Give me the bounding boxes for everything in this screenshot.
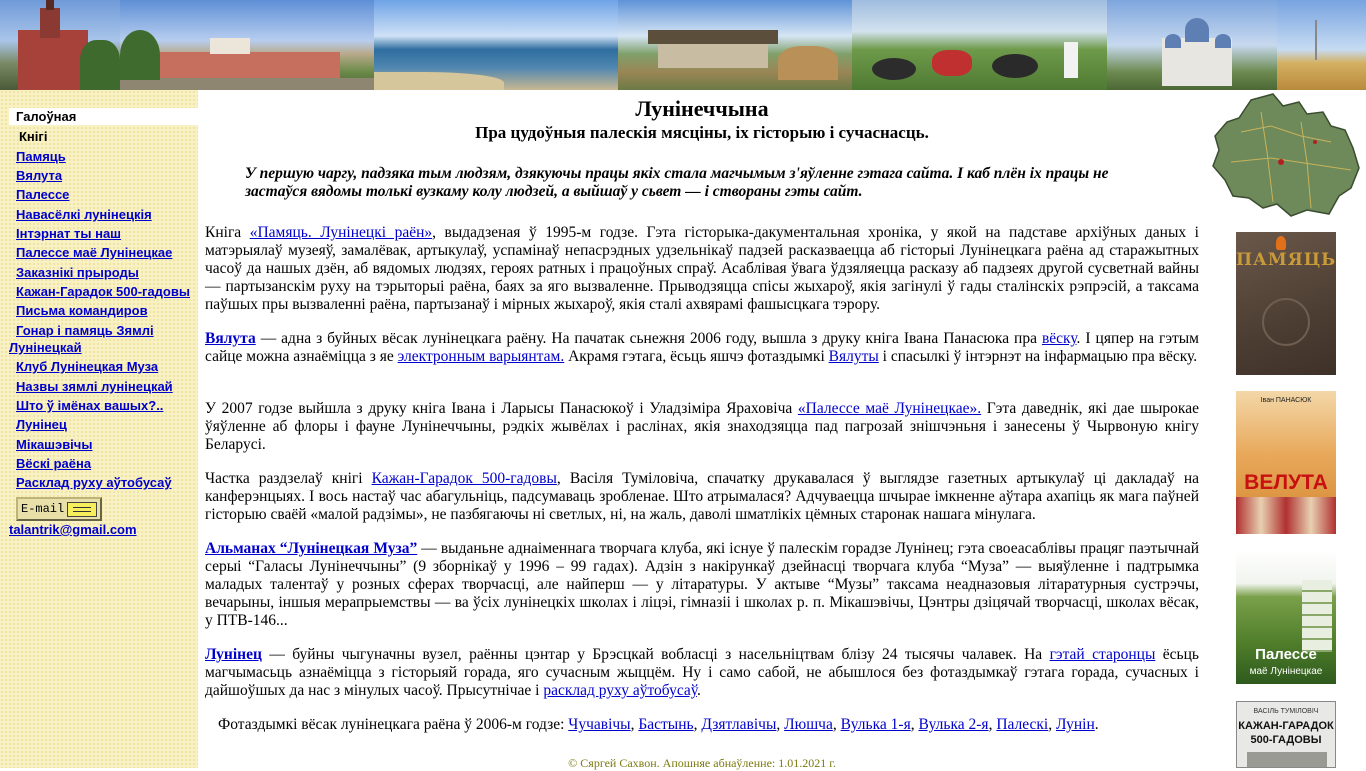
footer-copyright: © Сяргей Сахвон. Апошняе абнаўленне: 1.01.2021 г. — [568, 756, 836, 770]
text: У 2007 годзе выйшла з друку кніга Івана і Ларысы Панасюкоў і Уладзіміра Яраховіча — [205, 400, 798, 417]
email-button-label: E-mail — [21, 502, 65, 516]
page-subtitle: Пра цудоўныя палескія мясціны, іх гісторыю і сучаснасць. — [475, 123, 929, 142]
link-vialuta-photos[interactable]: Вялуты — [828, 348, 879, 365]
dedication-text: У першую чаргу, падзяка тым людзям, дзякуючы працы якіх стала магчымым з'яўленне гэтага сайта. І каб плён іх працы не застаўся вядомы толькі вузкаму колу людзей, а выйшаў у сьвет — і створаны гэты сайт. — [245, 165, 1109, 200]
email-link[interactable]: talantrik@gmail.com — [9, 522, 137, 537]
nav-item-kazhan-haradok[interactable]: Кажан-Гарадок 500-гадовы — [16, 284, 190, 299]
email-button[interactable] — [16, 497, 102, 521]
link-pamiac-book[interactable]: «Памяць. Лунінецкі раён» — [249, 224, 433, 241]
nav-item-zakazniki[interactable]: Заказнікі прыроды — [16, 265, 139, 280]
book-cover-pamiac[interactable] — [1236, 232, 1336, 375]
paragraph-palesse-mae — [205, 400, 1199, 454]
town-square-photo — [120, 0, 374, 90]
link-vioska[interactable]: вёску — [1041, 330, 1077, 347]
link-electronic-version[interactable]: электронным варыянтам. — [397, 348, 565, 365]
lake-photo — [374, 0, 618, 90]
book-photo — [1247, 752, 1327, 768]
link-this-page[interactable]: гэтай старонцы — [1049, 646, 1156, 663]
nav-item-raskład[interactable]: Расклад руху аўтобусаў — [16, 475, 172, 490]
page-title: Лунінеччына — [635, 96, 769, 121]
paragraph-pamiac — [205, 224, 1199, 314]
church-photo — [0, 0, 120, 90]
text: — буйны чыгуначны вузел, раённы цэнтар у Брэсцкай вобласці з насельніцтвам блізу 24 тысячы чалавек. На — [261, 646, 1050, 663]
nav-item-mikashevichy[interactable]: Мікашэвічы — [16, 437, 93, 452]
link-village-dziatlavichy[interactable]: Дзятлавічы — [701, 716, 777, 733]
flame-icon — [1276, 236, 1286, 250]
motoball-photo — [852, 0, 1107, 90]
text: Фотаздымкі вёсак лунінецкага раёна ў 2006-м годзе: — [218, 716, 569, 733]
book-subtitle: 500-ГАДОВЫ — [1250, 734, 1322, 746]
nav-item-vialuta[interactable]: Вялута — [16, 168, 63, 183]
text: — выданьне аднаіменнага творчага клуба, які існуе ў палескім горадзе Лунінец; гэта своеасаблівы працяг паэтычнай серыі “Галасы Лунінеччыны” (9 зборнікаў у 1996 – 99 гадах). Адзін з накірункаў дзейнасці творчага клуба “Муза” — выяўленне і падтрымка маладых талентаў у розных сферах творчасці, але найперш — у літаратуры. У актыве “Музы” таксама неадназовыя літаратурныя сустрэчы, вечарыны, іншыя мерапрыемствы — ва ўсіх лунінецкіх школах і ліцэі, гімназіі і школах р. п. Мікашэвічы, Цэнтры дзіцячай творчасці, школах вёсак, у ПТВ-146... — [205, 540, 1199, 629]
wheat-field-photo — [1277, 0, 1366, 90]
nav-item-pamiac[interactable]: Памяць — [16, 149, 66, 164]
village-church-photo — [1107, 0, 1277, 90]
link-village-liushcha[interactable]: Люшча — [784, 716, 833, 733]
sidebar — [0, 90, 198, 768]
book-title: ВЕЛУТА — [1244, 471, 1328, 494]
nav-item-navasiolki[interactable]: Навасёлкі лунінецкія — [16, 207, 152, 222]
book-title: ПАМЯЦЬ — [1236, 250, 1336, 270]
emblem-icon — [1262, 298, 1310, 346]
link-almanac-muza[interactable]: Альманах “Лунінецкая Муза” — [205, 540, 418, 557]
link-bus-schedule[interactable]: расклад руху аўтобусаў — [543, 682, 697, 699]
book-title: Палессе — [1255, 646, 1317, 663]
nav-item-palesse-mae[interactable]: Палессе маё Лунінецкае — [16, 245, 173, 260]
envelope-icon — [67, 502, 97, 517]
nav-item-imenakh[interactable]: Што ў імёнах вашых?.. — [16, 398, 164, 413]
text: ёсьць магчымасьць азнаёміцца з гісторыяй горада, яго сучасным жыццём. Ну і само сабой, не абышлося без фотаздымкаў гэтага горада, сучасных і дайшоўшых да нас з мінулых часоў. Прысутнічае і — [205, 646, 1199, 699]
nav-item-nazvy[interactable]: Назвы зямлі лунінецкай — [16, 379, 173, 394]
paragraph-luninets — [205, 646, 1199, 700]
link-village-vulka-2[interactable]: Вулька 2-я — [918, 716, 989, 733]
text: . І цяпер на гэтым сайце можна азнаёміцца з яе — [205, 330, 1199, 365]
link-village-lunin[interactable]: Лунін — [1056, 716, 1095, 733]
link-village-paleski[interactable]: Палескі — [996, 716, 1049, 733]
link-village-bastyn[interactable]: Бастынь — [638, 716, 694, 733]
book-cover-palesse-mae[interactable] — [1236, 550, 1336, 684]
book-title: КАЖАН-ГАРАДОК — [1238, 720, 1334, 732]
book-cover-vialuta[interactable] — [1236, 391, 1336, 534]
main-content — [205, 90, 1199, 768]
nav-item-luninets[interactable]: Лунінец — [16, 417, 67, 432]
nav-item-palesse[interactable]: Палессе — [16, 187, 70, 202]
paragraph-almanac — [205, 540, 1199, 630]
link-village-chuchavichy[interactable]: Чучавічы — [568, 716, 631, 733]
text: Гэта даведнік, які дае шырокае ўяўленне аб флоры і фауне Лунінеччыны, рэдкіх жывёлах і раслінах, якія знаходзяцца пад пагрозай знішчэньня і занесены ў Чырвоную кнігу Беларусі. — [205, 400, 1199, 453]
text: Кніга — [205, 224, 250, 241]
book-subtitle: маё Лунінецкае — [1249, 666, 1323, 677]
text: — адна з буйных вёсак лунінецкага раёну. На пачатак сьнежня 2006 году, вышла з друку кніга Івана Панасюка пра — [255, 330, 1042, 347]
link-kazhan-haradok[interactable]: Кажан-Гарадок 500-гадовы — [371, 470, 557, 487]
paragraph-kazhan-haradok — [205, 470, 1199, 524]
link-village-vulka-1[interactable]: Вулька 1-я — [840, 716, 911, 733]
right-column — [1199, 90, 1366, 768]
text: . — [696, 682, 701, 699]
link-luninets[interactable]: Лунінец — [205, 646, 262, 663]
header-photo-banner — [0, 0, 1366, 90]
link-palesse-mae[interactable]: «Палессе маё Лунінецкае». — [797, 400, 982, 417]
village-photo — [618, 0, 852, 90]
nav-item-honar[interactable]: Гонар і памяць Зямлі Лунінецкай — [9, 323, 154, 355]
text: , Васіля Туміловіча, спачатку друкавалася ў выглядзе газетных артыкулаў ці дакладаў на канферэнцыях. І вось настаў час абагульніць, падсумаваць зробленае. Што атрымалася? Адчуваецца шчырае імкненне аўтара ахапіць як мага паўней гісторыю сваёй «малой радзімы», не пазбягаючы ні светлых, ні, на жаль, даволі шматлікіх цёмных старонак нашага мінулага. — [205, 470, 1200, 523]
book-cover-kazhan-haradok[interactable] — [1236, 701, 1336, 768]
link-vialuta[interactable]: Вялута — [205, 330, 256, 347]
district-map-image — [1211, 92, 1361, 218]
text: Частка раздзелаў кнігі — [205, 470, 372, 487]
paragraph-vialuta — [205, 330, 1199, 366]
paragraph-village-photos: Фотаздымкі вёсак лунінецкага раёна ў 2006-м годзе: Чучавічы, Бастынь, Дзятлавічы, Люшча, Вулька 1-я, Вулька 2-я, Палескі, Лунін. — [218, 716, 1099, 733]
text: Акрамя гэтага, ёсьць яшчэ фотаздымкі — [564, 348, 829, 365]
nav-item-vioski[interactable]: Вёскі раёна — [16, 456, 92, 471]
nav-item-internat[interactable]: Інтэрнат ты наш — [16, 226, 122, 241]
nav-item-home[interactable]: Галоўная — [9, 108, 198, 125]
book-author: Іван ПАНАСЮК — [1260, 397, 1312, 404]
book-author: ВАСІЛЬ ТУМІЛОВІЧ — [1253, 708, 1319, 715]
nav-item-klub-muza[interactable]: Клуб Лунінецкая Муза — [16, 359, 159, 374]
nav-item-books[interactable]: Кнігі — [19, 129, 48, 144]
photo-strip — [1302, 580, 1332, 652]
choir-photo — [1236, 497, 1336, 534]
text: і спасылкі ў інтэрнэт на інфармацыю пра вёску. — [878, 348, 1198, 365]
text: , выдадзеная ў 1995-м годзе. Гэта гісторыка-дакументальная хроніка, у якой на падставе архіўных даных і матэрыялаў музеяў, замалёвак, артыкулаў, успамінаў непасрэдных удзельнікаў падзей расказваецца аб гісторыі Лунінецкага раёна ад старажытных часоў да нашых дзён, аб вядомых людзях, героях ратных і працоўных спраў. Асаблівая ўвага ўдзяляецца расказу аб падзеях другой сусветнай вайны — партызанскім руху на тэрыторыі раёна, баях за яго вызваленне. Прыводзяцца спісы жыхароў, якія загінулі ў гады сталінскіх рэпрэсій, а таксама паўшых пры вызваленні раёна, партызанаў і мірных жыхароў, якія сталі ахвярамі фашысцкага тэрору. — [205, 224, 1199, 313]
nav-item-pisma[interactable]: Письма командиров — [16, 303, 148, 318]
